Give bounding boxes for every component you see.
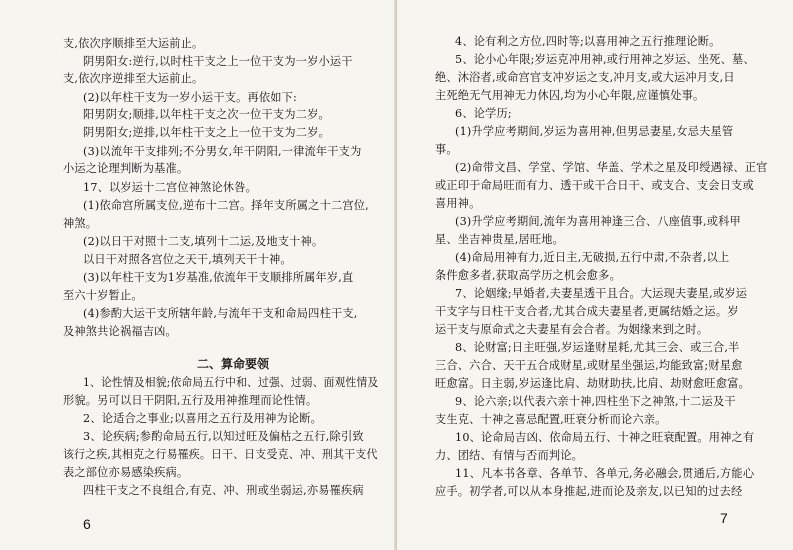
text-line: 该行之疾,其相克之行易罹疾。日干、日支受克、冲、刑其干支代 xyxy=(63,448,378,461)
text-line: 支,依次序逆排至大运前止。 xyxy=(63,72,204,85)
text-line: (2)命带文昌、学堂、学馆、华盖、学术之星及印绶遇禄、正官 xyxy=(455,161,768,174)
text-line: 9、论六亲;以代表六亲十神,四柱坐下之神煞,十二运及干 xyxy=(455,395,736,408)
text-line: 4、论有利之方位,四时等;以喜用神之五行推理论断。 xyxy=(455,35,721,48)
text-line: (2)以日干对照十二支,填列十二运,及地支十神。 xyxy=(83,235,324,248)
text-line: 17、以岁运十二宫位神煞论休咎。 xyxy=(83,181,258,194)
text-line: 喜用神。 xyxy=(435,197,481,210)
text-line: 5、论小心年限;岁运克冲用神,或行用神之岁运、坐死、墓、 xyxy=(455,53,755,66)
right-page xyxy=(397,0,793,550)
text-line: 或正印于命局旺而有力、透干或干合日干、或支合、支会日支或 xyxy=(435,179,754,192)
text-line: 主死绝无气用神无力休囚,均为小心年限,应谨慎处事。 xyxy=(435,89,705,102)
text-line: 条件愈多者,获取高学历之机会愈多。 xyxy=(435,269,621,282)
text-line: 力、团结、有情与否而判论。 xyxy=(435,449,584,462)
text-line: 表之部位亦易感染疾病。 xyxy=(63,466,189,479)
text-line: 2、论适合之事业;以喜用之五行及用神为论断。 xyxy=(83,412,323,425)
text-line: 1、论性情及相貌;依命局五行中和、过强、过弱、面观性情及 xyxy=(83,376,379,389)
text-line: 事。 xyxy=(435,143,458,156)
text-line: 运干支与原命式之夫妻星有会合者。为姻缘来到之时。 xyxy=(435,323,709,336)
text-line: 干支字与日柱干支合者,尤其合成夫妻星者,更属结婚之运。岁 xyxy=(435,305,739,318)
text-line: 星、坐吉神贵星,居旺地。 xyxy=(435,233,565,246)
left-page xyxy=(0,0,396,550)
text-line: (4)参酌大运干支所辖年龄,与流年干支和命局四柱干支, xyxy=(83,307,358,320)
text-line: 11、凡本书各章、各单节、各单元,务必融会,贯通后,方能心 xyxy=(455,467,755,480)
text-line: (2)以年柱干支为一岁小运干支。再依如下: xyxy=(83,91,298,104)
text-line: 四柱干支之不良组合,有克、冲、刑或坐弱运,亦易罹疾病 xyxy=(83,484,364,497)
page-number: 6 xyxy=(83,516,91,532)
text-line: 支,依次序顺排至大运前止。 xyxy=(63,37,204,50)
text-line: 形貌。另可以日干阴阳,五行及用神推理而论性情。 xyxy=(63,394,318,407)
text-line: 神煞。 xyxy=(63,217,98,230)
text-line: 阳男阴女;顺排,以年柱干支之次一位干支为二岁。 xyxy=(83,108,330,121)
text-line: 以日干对照各宫位之天干,填列天干十神。 xyxy=(83,253,292,266)
text-line: 阴男阳女:逆行,以时柱干支之上一位干支为一岁小运干 xyxy=(83,55,353,68)
text-line: 三合、六合、天干五合成财星,或财星坐强运,均能致富;财星愈 xyxy=(435,359,743,372)
text-line: 应手。初学者,可以从本身推起,进而论及亲友,以已知的过去经 xyxy=(435,485,743,498)
text-line: 3、论疾病;参酌命局五行,以知过旺及偏枯之五行,除引致 xyxy=(83,430,364,443)
text-line: 至六十岁暂止。 xyxy=(63,289,143,302)
text-line: 7、论姻缘;早婚者,夫妻星透干且合。大运现夫妻星,或岁运 xyxy=(455,287,748,300)
text-line: 旺愈富。日主弱,岁运逢比肩、劫财助扶,比肩、劫财愈旺愈富。 xyxy=(435,377,750,390)
page-number: 7 xyxy=(720,510,728,526)
text-line: (3)以年柱干支为1岁基准,依流年干支顺排所属年岁,直 xyxy=(83,271,354,284)
text-line: 支生克、十神之喜忌配置,旺衰分析而论六亲。 xyxy=(435,413,667,426)
text-line: 6、论学历; xyxy=(455,107,512,120)
text-line: (3)以流年干支排列;不分男女,年干阴阳,一律流年干支为 xyxy=(83,145,362,158)
section-heading: 二、算命要领 xyxy=(197,357,270,371)
text-line: 绝、沐浴者,或命宫官支冲岁运之支,冲月支,或大运冲月支,日 xyxy=(435,71,735,84)
text-line: 阴男阳女;逆排,以年柱干支之上一位干支为二岁。 xyxy=(83,126,330,139)
text-line: (1)升学应考期间,岁运为喜用神,但男忌妻星,女忌夫星管 xyxy=(455,125,734,138)
text-line: 10、论命局吉凶、依命局五行、十神之旺衰配置。用神之有 xyxy=(455,431,755,444)
text-line: 小运之论理判断为基准。 xyxy=(63,162,189,175)
text-line: 及神煞共论祸福吉凶。 xyxy=(63,325,177,338)
text-line: 8、论财富;日主旺强,岁运逢财星耗,尤其三会、或三合,半 xyxy=(455,341,740,354)
text-line: (3)升学应考期间,流年为喜用神逢三合、八座值事,或科甲 xyxy=(455,215,741,228)
text-line: (1)依命宫所属支位,逆布十二宫。择年支所属之十二宫位, xyxy=(83,199,369,212)
text-line: (4)命局用神有力,近日主,无破损,五行中肃,不杂者,以上 xyxy=(455,251,730,264)
